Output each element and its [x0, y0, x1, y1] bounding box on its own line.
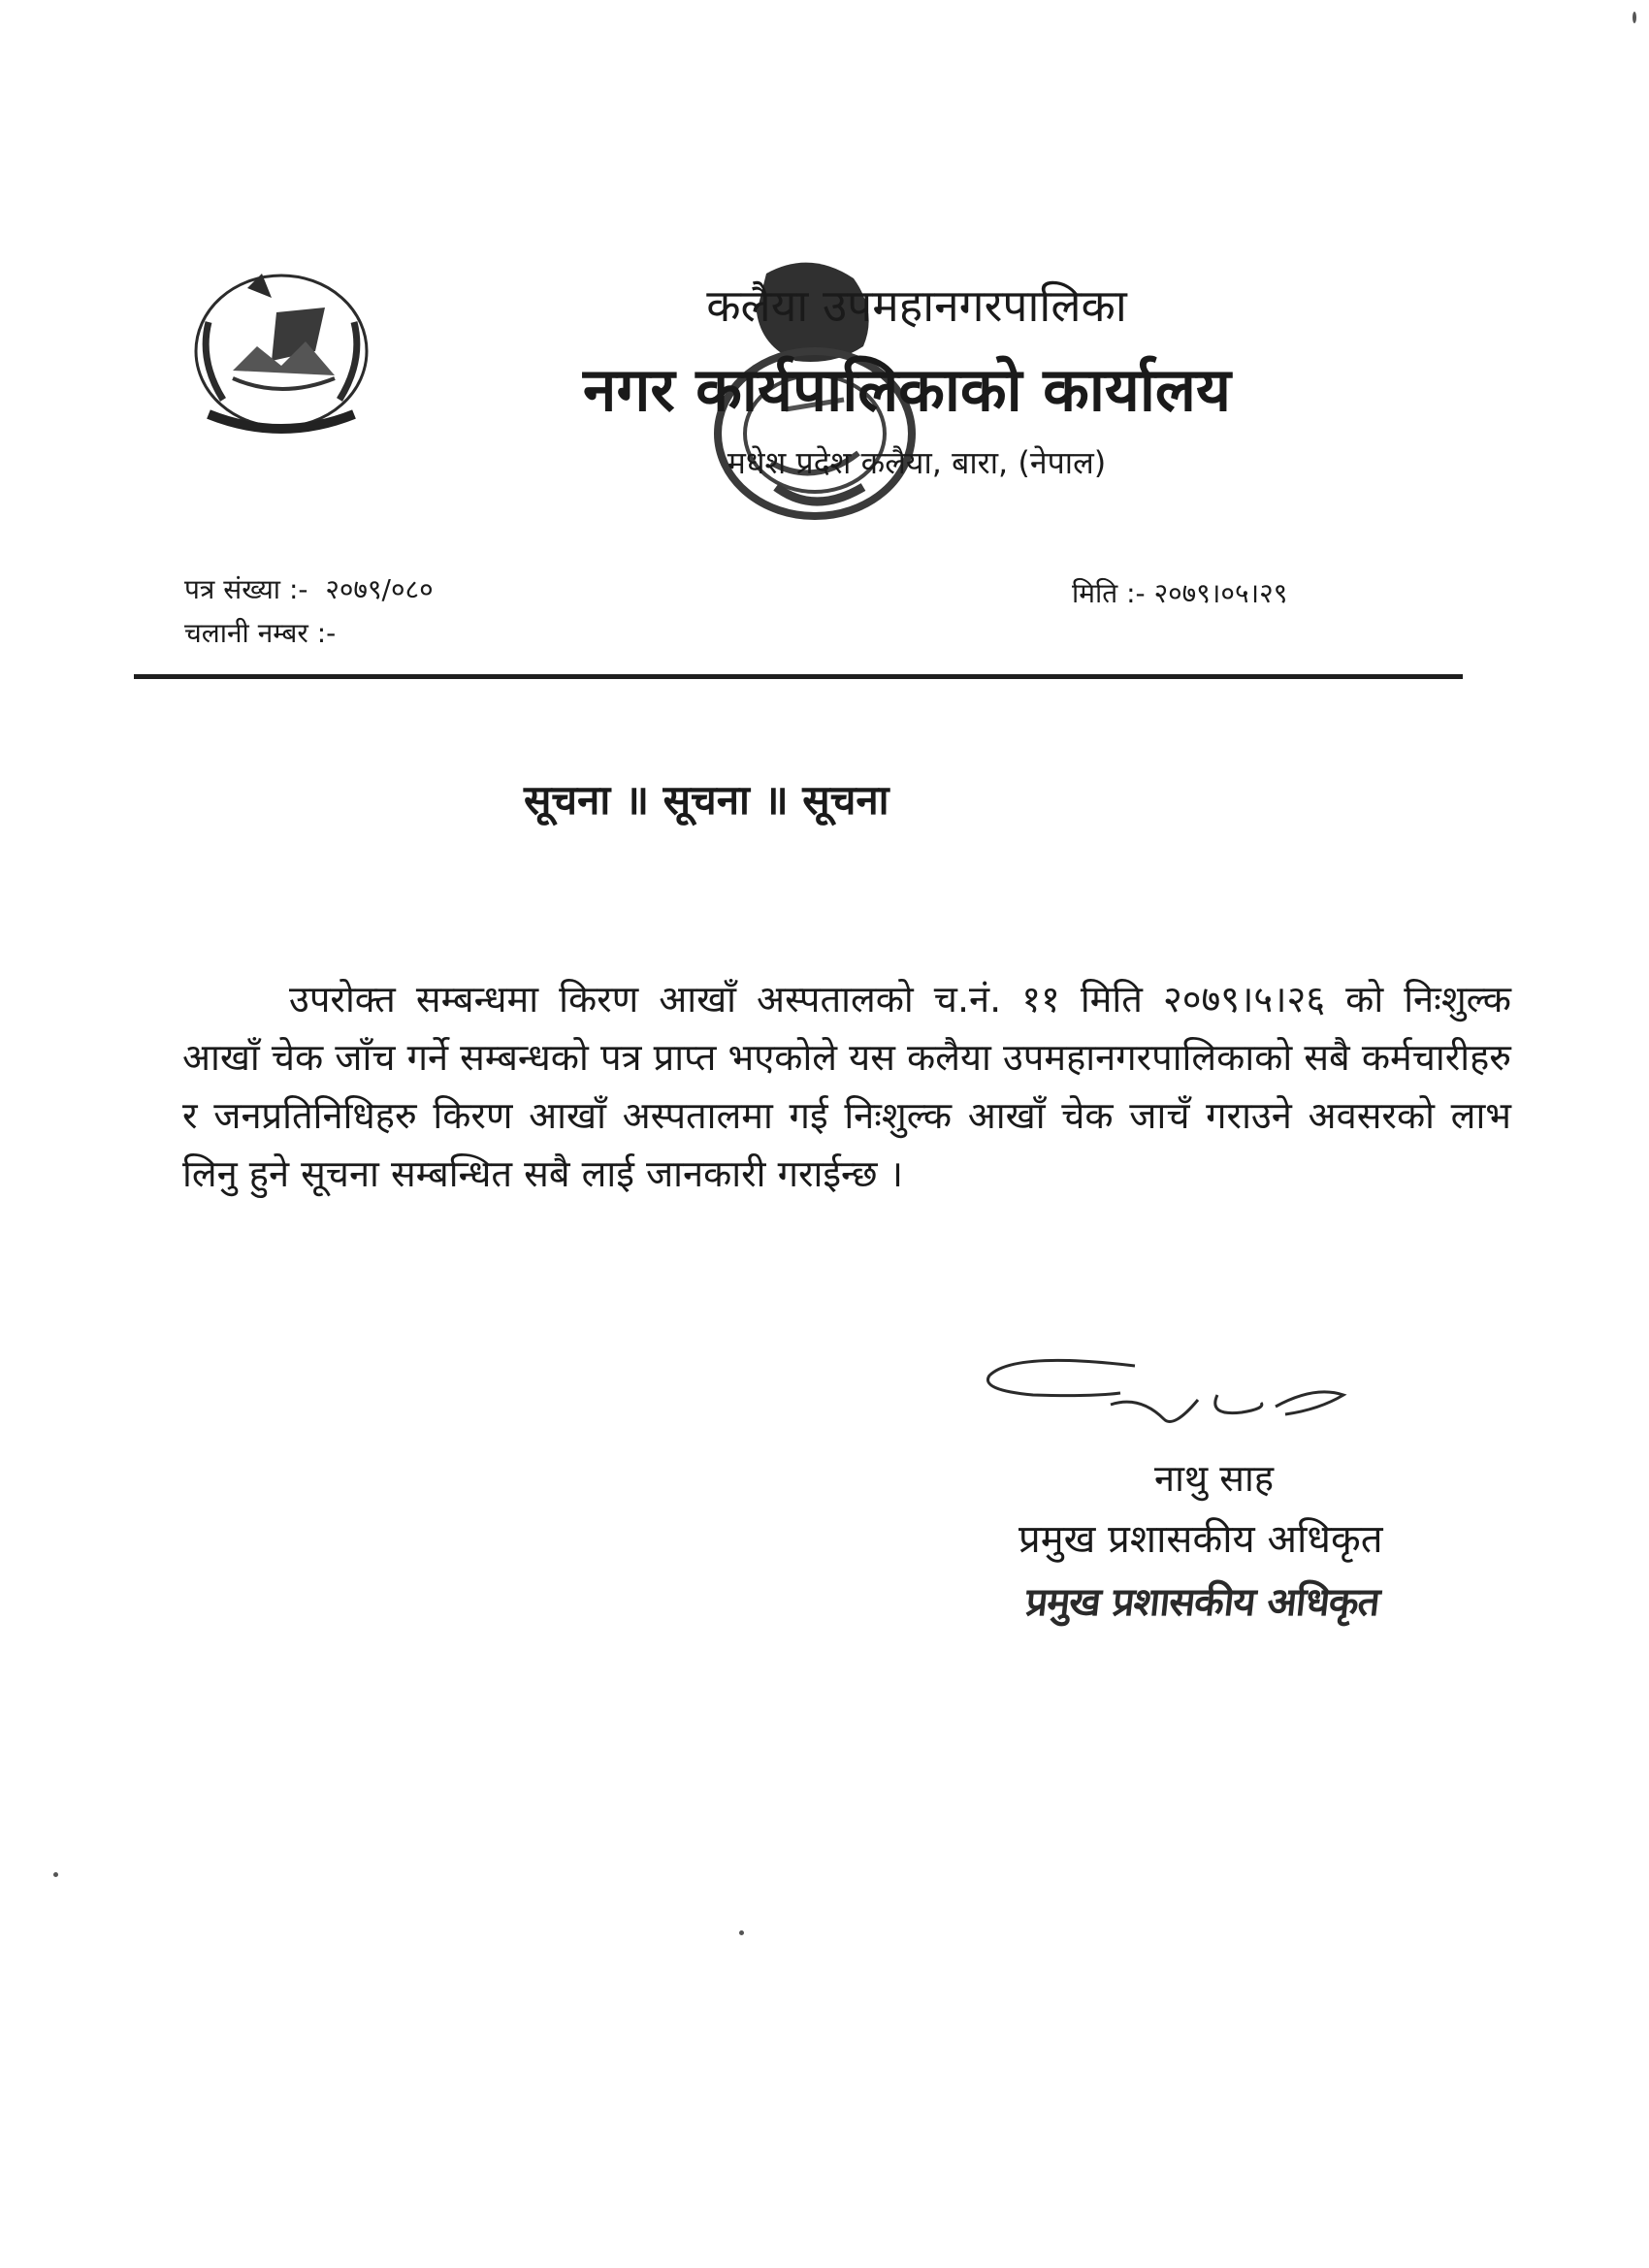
handwritten-signature [975, 1346, 1363, 1443]
date-value: २०७९।०५।२९ [1153, 577, 1288, 609]
letter-number [184, 570, 434, 607]
scan-speck [53, 1872, 58, 1877]
notice-body: उपरोक्त सम्बन्धमा किरण आखाँ अस्पतालको च.नं. ११ मिति २०७९।५।२६ को निःशुल्क आखाँ चेक जाँच गर्ने सम्बन्धको पत्र प्राप्त भएकोले यस कलैया उपमहानगरपालिकाको सबै कर्मचारीहरु र जनप्रतिनिधिहरु किरण आखाँ अस्पतालमा गई निःशुल्क आखाँ चेक जाचँ गराउने अवसरको लाभ लिनु हुने सूचना सम्बन्धित सबै लाई जानकारी गराईन्छ । [182, 978, 1511, 1195]
signatory-title: प्रमुख प्रशासकीय अधिकृत [1018, 1517, 1383, 1562]
scan-speck [1633, 12, 1636, 23]
municipality-name: कलैया उपमहानगरपालिका [706, 279, 1127, 332]
office-title: नगर कार्यपालिकाको कार्यालय [583, 354, 1231, 425]
date-label: मिति :- [1072, 577, 1146, 609]
dispatch-number-label: चलानी नम्बर :- [184, 617, 337, 649]
letter-number-value: २०७९/०८० [325, 573, 434, 605]
letter-date [1072, 574, 1287, 611]
signatory-name: नाथु साह [1154, 1457, 1275, 1500]
designation-stamp: प्रमुख प्रशासकीय अधिकृत [1023, 1580, 1382, 1625]
letter-number-label: पत्र संख्या :- [184, 573, 308, 605]
dispatch-number [184, 614, 336, 651]
header-divider [134, 674, 1463, 679]
scan-speck [739, 1930, 744, 1935]
notice-heading: सूचना ॥ सूचना ॥ सूचना [524, 776, 889, 824]
office-address: मधेश प्रदेश कलैया, बारा, (नेपाल) [727, 444, 1107, 481]
